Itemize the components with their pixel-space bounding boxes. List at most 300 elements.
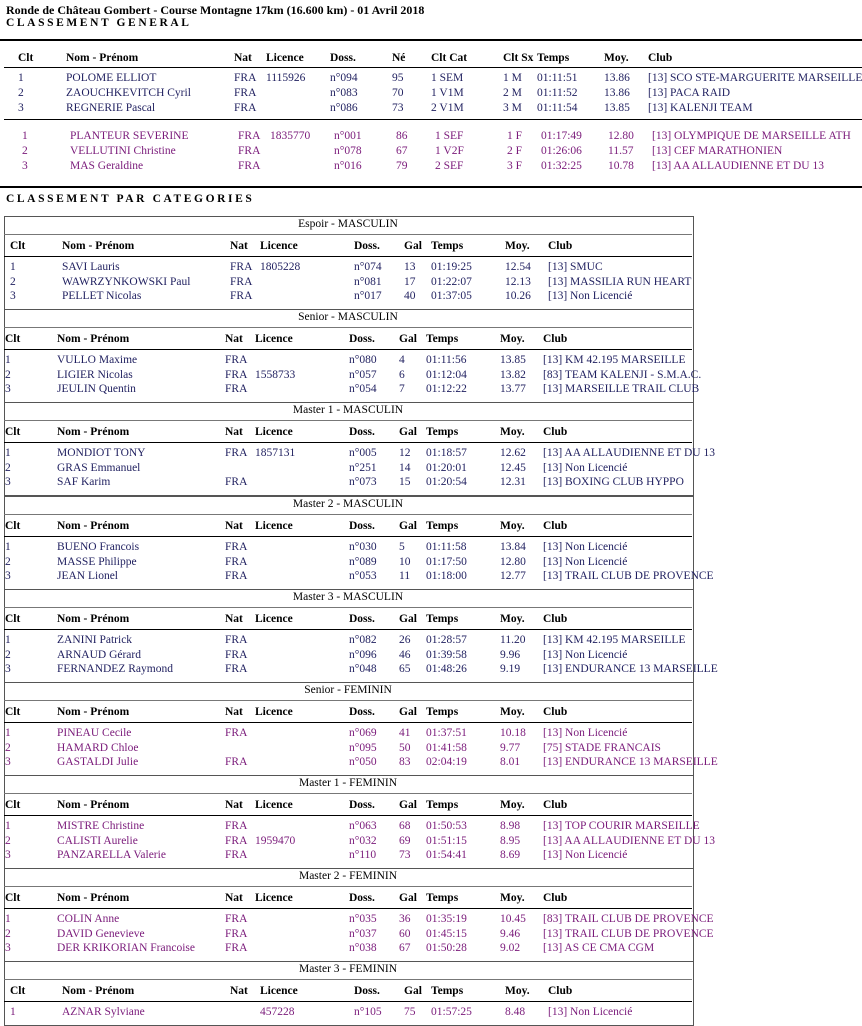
cell-0: 3 <box>5 663 11 675</box>
table-row <box>0 461 862 475</box>
cell-4: n°080 <box>349 354 377 366</box>
cell-6: 01:11:58 <box>426 541 467 553</box>
cell-5: Gal <box>404 985 422 997</box>
cell-5: 13 <box>404 261 416 273</box>
cell-2: Nat <box>234 52 252 64</box>
cell-3: Licence <box>255 520 293 532</box>
cell-0: 3 <box>5 942 11 954</box>
cell-1: FERNANDEZ Raymond <box>57 663 173 675</box>
cell-7: 12.77 <box>500 570 526 582</box>
cell-5: 83 <box>399 756 411 768</box>
cell-4: n°089 <box>349 555 377 568</box>
cell-0: 1 <box>5 820 11 832</box>
cell-0: 1 <box>22 130 28 142</box>
cell-0: 3 <box>5 756 11 768</box>
cell-0: Clt <box>10 240 26 252</box>
cell-0: Clt <box>5 333 21 345</box>
cell-4: Doss. <box>330 52 356 64</box>
cell-1: Nom - Prénom <box>57 706 130 718</box>
table-row <box>0 834 862 848</box>
cell-4: n°048 <box>349 663 377 675</box>
table-row <box>0 260 862 274</box>
cell-0: 3 <box>10 290 16 302</box>
cell-8: [13] TRAIL CLUB DE PROVENCE <box>543 927 714 940</box>
cell-8: Club <box>548 985 573 997</box>
category-header-row <box>0 798 862 812</box>
cell-8: [13] BOXING CLUB HYPPO <box>543 476 684 488</box>
cell-4: Doss. <box>349 613 375 625</box>
table-row <box>0 726 862 740</box>
cell-7: 10.45 <box>500 913 526 925</box>
cell-3: 1558733 <box>255 368 296 381</box>
cell-4: n°081 <box>354 275 382 288</box>
cell-1: MASSE Philippe <box>57 555 137 568</box>
category-title: Senior - FEMININ <box>304 684 392 696</box>
cell-0: 1 <box>5 913 11 925</box>
cell-1: HAMARD Chloe <box>57 741 139 754</box>
category-header-row <box>0 705 862 719</box>
cell-6: Temps <box>426 892 459 904</box>
cell-2: FRA <box>234 87 257 99</box>
cell-6: 1 V2F <box>435 145 464 157</box>
cell-0: 2 <box>5 555 11 568</box>
cell-2: FRA <box>238 130 261 142</box>
cell-7: Moy. <box>505 985 530 997</box>
cell-3: Licence <box>260 240 298 252</box>
table-row <box>0 555 862 569</box>
cell-6: 02:04:19 <box>426 756 467 768</box>
cell-6: 1 SEF <box>435 130 464 142</box>
category-header-row <box>0 519 862 533</box>
cell-6: 01:48:26 <box>426 663 467 675</box>
table-row <box>0 71 862 85</box>
table-row <box>0 941 862 955</box>
cell-4: n°037 <box>349 927 377 940</box>
cell-6: Temps <box>431 985 464 997</box>
category-title: Espoir - MASCULIN <box>298 218 398 230</box>
cell-2: FRA <box>225 354 248 366</box>
cell-7: 13.77 <box>500 383 526 395</box>
cell-4: n°105 <box>354 1006 382 1018</box>
cell-1: Nom - Prénom <box>57 333 130 345</box>
table-row <box>0 159 862 173</box>
cell-0: Clt <box>5 520 21 532</box>
cell-6: 01:35:19 <box>426 913 467 925</box>
cell-6: 01:41:58 <box>426 741 467 754</box>
cell-7: Moy. <box>500 333 525 345</box>
cell-4: n°063 <box>349 820 377 832</box>
category-title-rule <box>4 327 692 328</box>
cell-4: n°078 <box>334 145 362 157</box>
category-title: Master 1 - MASCULIN <box>292 404 404 416</box>
cell-9: Moy. <box>604 52 629 64</box>
cell-3: Licence <box>255 613 293 625</box>
cell-5: 40 <box>404 290 416 302</box>
table-row <box>0 1005 862 1019</box>
cell-5: Gal <box>399 799 417 811</box>
cell-8: [13] MASSILIA RUN HEART <box>548 275 692 288</box>
cell-0: 3 <box>5 383 11 395</box>
cell-7: 9.46 <box>500 927 521 940</box>
table-row <box>0 275 862 289</box>
cell-0: 2 <box>5 927 11 940</box>
cell-1: MISTRE Christine <box>57 820 145 832</box>
category-title-rule <box>4 700 692 701</box>
cell-6: Temps <box>426 520 459 532</box>
cell-7: 2 F <box>507 145 523 157</box>
cell-2: FRA <box>225 570 248 582</box>
table-row <box>0 648 862 662</box>
cell-8: Club <box>543 706 568 718</box>
cell-1: MONDIOT TONY <box>57 447 146 459</box>
cell-5: 11 <box>399 570 411 582</box>
cell-0: Clt <box>18 52 34 64</box>
cell-1: Nom - Prénom <box>57 426 130 438</box>
cell-8: [13] Non Licencié <box>543 648 628 661</box>
cell-5: 15 <box>399 476 411 488</box>
cell-7: 10.26 <box>505 290 531 302</box>
cell-2: FRA <box>230 275 253 288</box>
cell-7: 1 M <box>503 72 522 84</box>
cell-7: 13.84 <box>500 541 526 553</box>
cell-5: Gal <box>404 240 422 252</box>
cell-10: [13] SCO STE-MARGUERITE MARSEILLE <box>648 72 862 84</box>
cell-8: [13] TOP COURIR MARSEILLE <box>543 820 700 832</box>
cell-8: [13] KM 42.195 MARSEILLE <box>543 634 686 646</box>
cell-7: 12.31 <box>500 476 526 488</box>
cell-7: 13.85 <box>500 354 526 366</box>
cell-2: FRA <box>225 634 248 646</box>
cell-5: 46 <box>399 648 411 661</box>
cell-2: FRA <box>238 145 261 157</box>
cell-6: Temps <box>426 706 459 718</box>
table-row <box>0 475 862 489</box>
cell-0: Clt <box>10 985 26 997</box>
cell-1: MAS Geraldine <box>70 160 144 172</box>
cell-6: 01:11:56 <box>426 354 467 366</box>
cell-1: PINEAU Cecile <box>57 727 132 739</box>
cell-2: FRA <box>234 102 257 114</box>
cell-6: 2 SEF <box>435 160 464 172</box>
cell-2: Nat <box>230 240 248 252</box>
cell-6: Temps <box>426 613 459 625</box>
cell-4: n°251 <box>349 461 377 474</box>
cell-4: n°005 <box>349 447 377 459</box>
cell-8: [13] Non Licencié <box>543 555 628 568</box>
cell-4: n°016 <box>334 160 362 172</box>
cell-3: 1857131 <box>255 447 296 459</box>
page-title: Ronde de Château Gombert - Course Montagne 17km (16.600 km) - 01 Avril 2018 <box>6 3 425 17</box>
cell-5: 67 <box>399 942 411 954</box>
cell-1: Nom - Prénom <box>57 520 130 532</box>
cell-7: Moy. <box>500 892 525 904</box>
cell-8: [13] Non Licencié <box>543 849 628 861</box>
cell-8: 01:32:25 <box>541 160 582 172</box>
category-header-rule <box>4 722 692 723</box>
cell-1: GASTALDI Julie <box>57 756 139 768</box>
cell-3: 1805228 <box>260 261 301 273</box>
table-row <box>0 144 862 158</box>
cell-2: Nat <box>225 426 243 438</box>
cell-5: 4 <box>399 354 405 366</box>
cell-3: 457228 <box>260 1006 295 1018</box>
cell-8: [13] AA ALLAUDIENNE ET DU 13 <box>543 834 715 847</box>
cell-0: 3 <box>5 570 11 582</box>
cell-1: Nom - Prénom <box>62 985 135 997</box>
cell-5: 70 <box>392 87 404 99</box>
cell-8: Club <box>543 520 568 532</box>
table-row <box>0 446 862 460</box>
cell-5: 6 <box>399 368 405 381</box>
cell-1: COLIN Anne <box>57 913 120 925</box>
cell-3: 1959470 <box>255 834 296 847</box>
cell-1: BUENO Francois <box>57 541 140 553</box>
cell-7: 8.95 <box>500 834 521 847</box>
cell-5: 86 <box>396 130 408 142</box>
cell-1: POLOME ELLIOT <box>66 72 157 84</box>
cell-8: [13] AS CE CMA CGM <box>543 942 655 954</box>
cell-1: Nom - Prénom <box>57 892 130 904</box>
cell-7: Moy. <box>500 799 525 811</box>
cell-6: 01:12:22 <box>426 383 467 395</box>
cell-1: Nom - Prénom <box>57 613 130 625</box>
cell-6: 01:39:58 <box>426 648 467 661</box>
cell-2: FRA <box>225 648 248 661</box>
cell-5: 68 <box>399 820 411 832</box>
table-row <box>0 289 862 303</box>
cell-2: FRA <box>225 541 248 553</box>
cell-6: 01:18:00 <box>426 570 467 582</box>
general-header-rule <box>4 67 862 68</box>
category-header-rule <box>4 349 692 350</box>
cell-6: 01:20:01 <box>426 461 467 474</box>
cell-6: Temps <box>426 333 459 345</box>
cell-5: 14 <box>399 461 411 474</box>
cell-8: [13] ENDURANCE 13 MARSEILLE <box>543 756 718 768</box>
cell-4: n°082 <box>349 634 377 646</box>
category-title-rule <box>4 793 692 794</box>
category-title-rule <box>4 420 692 421</box>
cell-2: FRA <box>225 476 248 488</box>
cell-1: DAVID Genevieve <box>57 927 145 940</box>
cell-2: FRA <box>225 834 248 847</box>
cell-2: FRA <box>225 368 248 381</box>
cell-0: 1 <box>10 261 16 273</box>
cell-7: Moy. <box>505 240 530 252</box>
cell-9: 10.78 <box>608 160 634 172</box>
table-row <box>0 633 862 647</box>
cell-8: Club <box>543 426 568 438</box>
cell-5: 10 <box>399 555 411 568</box>
cell-2: Nat <box>225 706 243 718</box>
category-title: Master 2 - FEMININ <box>298 870 398 882</box>
table-row <box>0 129 862 143</box>
cell-3: Licence <box>255 426 293 438</box>
cell-6: 01:57:25 <box>431 1006 472 1018</box>
cell-8: 01:11:51 <box>537 72 578 84</box>
cell-8: Club <box>543 892 568 904</box>
cell-8: [83] TRAIL CLUB DE PROVENCE <box>543 913 714 925</box>
cell-8: 01:11:52 <box>537 87 578 99</box>
cell-0: 2 <box>5 368 11 381</box>
cell-5: 17 <box>404 275 416 288</box>
cell-2: FRA <box>225 555 248 568</box>
categories-heading: CLASSEMENT PAR CATEGORIES <box>6 193 255 205</box>
cell-0: 1 <box>5 447 11 459</box>
category-header-row <box>0 239 862 253</box>
cell-8: Club <box>543 333 568 345</box>
cell-7: Moy. <box>500 706 525 718</box>
category-header-row <box>0 332 862 346</box>
cell-0: 2 <box>5 834 11 847</box>
cell-6: 01:50:53 <box>426 820 467 832</box>
cell-4: n°086 <box>330 102 358 114</box>
cell-6: 01:28:57 <box>426 634 467 646</box>
category-header-rule <box>4 908 692 909</box>
cell-4: Doss. <box>349 520 375 532</box>
cell-10: [13] AA ALLAUDIENNE ET DU 13 <box>652 160 824 172</box>
cell-1: WAWRZYNKOWSKI Paul <box>62 275 191 288</box>
cell-4: n°032 <box>349 834 377 847</box>
cell-8: [13] Non Licencié <box>543 461 628 474</box>
cell-6: Temps <box>431 240 464 252</box>
cell-4: n°095 <box>349 741 377 754</box>
cell-1: ZAOUCHKEVITCH Cyril <box>66 87 191 99</box>
cell-6: 1 V1M <box>431 87 464 99</box>
cell-9: 12.80 <box>608 130 634 142</box>
cell-0: 2 <box>22 145 28 157</box>
cell-7: 10.18 <box>500 727 526 739</box>
cell-4: n°035 <box>349 913 377 925</box>
cell-7: 3 F <box>507 160 523 172</box>
cell-7: 1 F <box>507 130 523 142</box>
table-row <box>0 368 862 382</box>
cell-1: ARNAUD Gérard <box>57 648 141 661</box>
cell-8: [75] STADE FRANCAIS <box>543 741 661 754</box>
section-separator <box>0 186 862 188</box>
cell-7: 3 M <box>503 102 522 114</box>
cell-9: 13.85 <box>604 102 630 114</box>
cell-8: [13] ENDURANCE 13 MARSEILLE <box>543 663 718 675</box>
cell-2: FRA <box>225 727 248 739</box>
table-row <box>0 848 862 862</box>
cell-3: 1115926 <box>266 72 306 84</box>
cell-6: 01:20:54 <box>426 476 467 488</box>
cell-0: 1 <box>5 354 11 366</box>
cell-5: Gal <box>399 520 417 532</box>
cell-10: [13] PACA RAID <box>648 87 731 99</box>
cell-0: 3 <box>22 160 28 172</box>
cell-2: FRA <box>238 160 261 172</box>
table-row <box>0 569 862 583</box>
cell-7: Moy. <box>500 426 525 438</box>
cell-8: [13] Non Licencié <box>543 727 628 739</box>
cell-7: 8.01 <box>500 756 521 768</box>
table-row <box>0 662 862 676</box>
cell-3: Licence <box>255 706 293 718</box>
cell-2: Nat <box>225 613 243 625</box>
cell-7: 12.54 <box>505 261 531 273</box>
category-header-row <box>0 425 862 439</box>
cell-10: [13] KALENJI TEAM <box>648 102 753 114</box>
cell-1: REGNERIE Pascal <box>66 102 156 114</box>
cell-1: PANZARELLA Valerie <box>57 849 166 861</box>
cell-4: n°074 <box>354 261 382 273</box>
cell-5: 69 <box>399 834 411 847</box>
cell-3: Licence <box>255 799 293 811</box>
cell-4: n°030 <box>349 541 377 553</box>
cell-7: 9.19 <box>500 663 521 675</box>
category-header-rule <box>4 256 692 257</box>
cell-2: Nat <box>225 520 243 532</box>
cell-8: Club <box>548 240 573 252</box>
cell-7: Moy. <box>500 520 525 532</box>
cell-2: Nat <box>225 892 243 904</box>
cell-4: Doss. <box>354 240 380 252</box>
cell-9: 11.57 <box>608 145 634 157</box>
cell-5: Né <box>392 52 406 64</box>
cell-10: Club <box>648 52 673 64</box>
cell-1: CALISTI Aurelie <box>57 834 138 847</box>
cell-1: VELLUTINI Christine <box>70 145 176 157</box>
cell-6: 01:54:41 <box>426 849 467 861</box>
category-title: Master 3 - FEMININ <box>298 963 398 975</box>
cell-8: Club <box>543 799 568 811</box>
cell-7: Clt Sx <box>503 52 534 64</box>
category-header-row <box>0 891 862 905</box>
cell-6: Clt Cat <box>431 52 468 64</box>
cell-0: 1 <box>10 1006 16 1018</box>
cell-6: 1 SEM <box>431 72 464 84</box>
cell-5: 65 <box>399 663 411 675</box>
cell-6: 2 V1M <box>431 102 464 114</box>
cell-4: Doss. <box>349 706 375 718</box>
cell-7: 13.82 <box>500 368 526 381</box>
cell-5: 36 <box>399 913 411 925</box>
cell-5: 73 <box>392 102 404 114</box>
cell-5: 7 <box>399 383 405 395</box>
cell-3: 1835770 <box>270 130 311 142</box>
category-header-rule <box>4 629 692 630</box>
cell-1: DER KRIKORIAN Francoise <box>57 942 195 954</box>
cell-10: [13] CEF MARATHONIEN <box>652 145 783 157</box>
cell-8: [13] SMUC <box>548 261 603 273</box>
cell-0: Clt <box>5 892 21 904</box>
cell-7: 2 M <box>503 87 522 99</box>
cell-1: Nom - Prénom <box>57 799 130 811</box>
cell-7: 8.48 <box>505 1006 526 1018</box>
cell-9: 13.86 <box>604 72 630 84</box>
cell-1: ZANINI Patrick <box>57 634 133 646</box>
cell-3: Licence <box>260 985 298 997</box>
category-header-rule <box>4 815 692 816</box>
cell-2: FRA <box>225 820 248 832</box>
cell-8: [13] MARSEILLE TRAIL CLUB <box>543 383 700 395</box>
category-title: Master 1 - FEMININ <box>298 777 398 789</box>
category-title-rule <box>4 607 692 608</box>
category-title-rule <box>4 514 692 515</box>
category-header-rule <box>4 536 692 537</box>
cell-5: Gal <box>399 892 417 904</box>
cell-2: Nat <box>225 799 243 811</box>
category-header-rule <box>4 1001 692 1002</box>
cell-5: 41 <box>399 727 411 739</box>
cell-1: JEULIN Quentin <box>57 383 136 395</box>
cell-2: FRA <box>225 927 248 940</box>
cell-6: 01:51:15 <box>426 834 467 847</box>
table-row <box>0 755 862 769</box>
cell-5: 95 <box>392 72 404 84</box>
